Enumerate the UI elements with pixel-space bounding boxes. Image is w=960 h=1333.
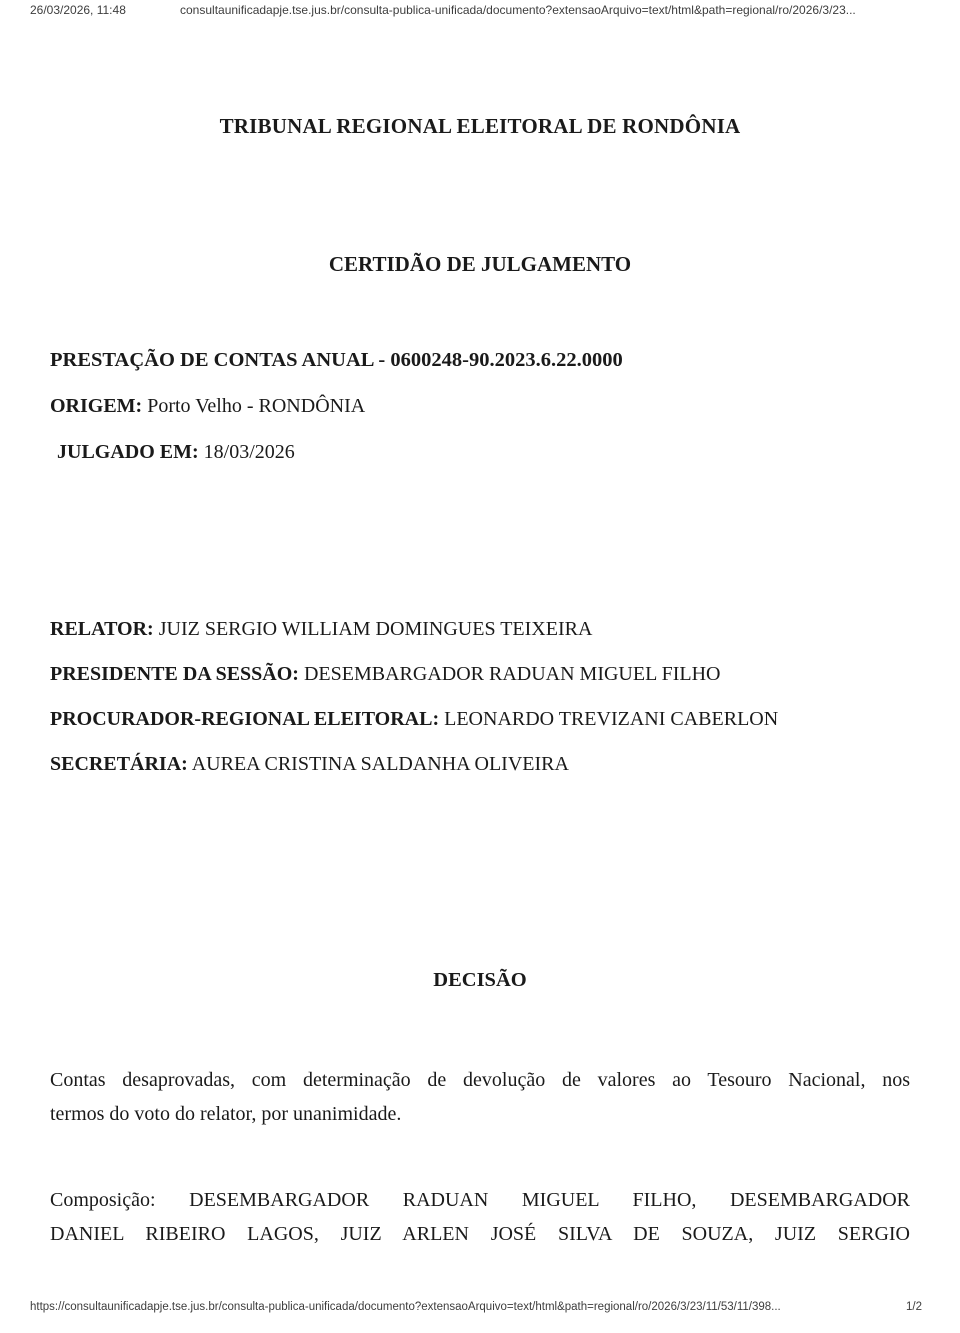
header-datetime: 26/03/2026, 11:48	[30, 3, 126, 17]
participant-value: AUREA CRISTINA SALDANHA OLIVEIRA	[191, 753, 569, 775]
participant-value: LEONARDO TREVIZANI CABERLON	[444, 708, 779, 730]
field-value: Porto Velho - RONDÔNIA	[147, 395, 366, 417]
field-row-origem	[50, 393, 910, 419]
footer-url: https://consultaunificadapje.tse.jus.br/consulta-publica-unificada/documento?extensaoArquivo=text/html&path=regional/ro/2026/3/23/11/53/11/398...	[30, 1301, 781, 1313]
participant-label: SECRETÁRIA:	[50, 753, 188, 775]
decision-line: termos do voto do relator, por unanimidade.	[50, 1103, 402, 1125]
field-label: JULGADO EM:	[57, 441, 199, 463]
field-value: 18/03/2026	[203, 441, 295, 463]
participants-section	[50, 616, 910, 777]
decision-line: Contas desaprovadas, com determinação de devolução de valores ao Tesouro Nacional, nos	[50, 1069, 910, 1091]
composition-line: DANIEL RIBEIRO LAGOS, JUIZ ARLEN JOSÉ SILVA DE SOUZA, JUIZ SERGIO	[50, 1223, 910, 1245]
header-url: consultaunificadapje.tse.jus.br/consulta-publica-unificada/documento?extensaoArquivo=text/html&path=regional/ro/2026/3/23...	[180, 3, 856, 17]
court-title: TRIBUNAL REGIONAL ELEITORAL DE RONDÔNIA	[219, 114, 741, 138]
participant-value: DESEMBARGADOR RADUAN MIGUEL FILHO	[303, 663, 721, 685]
participant-row-secretaria	[50, 751, 910, 777]
participant-label: PRESIDENTE DA SESSÃO:	[50, 663, 299, 685]
case-number-line: PRESTAÇÃO DE CONTAS ANUAL - 0600248-90.2023.6.22.0000	[50, 349, 623, 371]
decision-heading: DECISÃO	[433, 969, 527, 991]
decision-paragraph	[50, 1063, 910, 1131]
document-page	[0, 18, 960, 1251]
participant-row-procurador	[50, 706, 910, 732]
composition-paragraph	[50, 1183, 910, 1251]
participant-label: RELATOR:	[50, 618, 154, 640]
participant-value: JUIZ SERGIO WILLIAM DOMINGUES TEIXEIRA	[158, 618, 593, 640]
participant-row-presidente	[50, 661, 910, 687]
certificate-title: CERTIDÃO DE JULGAMENTO	[328, 252, 632, 276]
composition-line: Composição: DESEMBARGADOR RADUAN MIGUEL FILHO, DESEMBARGADOR	[50, 1189, 910, 1211]
field-label: ORIGEM:	[50, 395, 143, 417]
field-row-julgado-em	[50, 439, 910, 465]
participant-row-relator	[50, 616, 910, 642]
participant-label: PROCURADOR-REGIONAL ELEITORAL:	[50, 708, 440, 730]
page-indicator: 1/2	[906, 1301, 922, 1313]
print-footer	[0, 1301, 960, 1317]
